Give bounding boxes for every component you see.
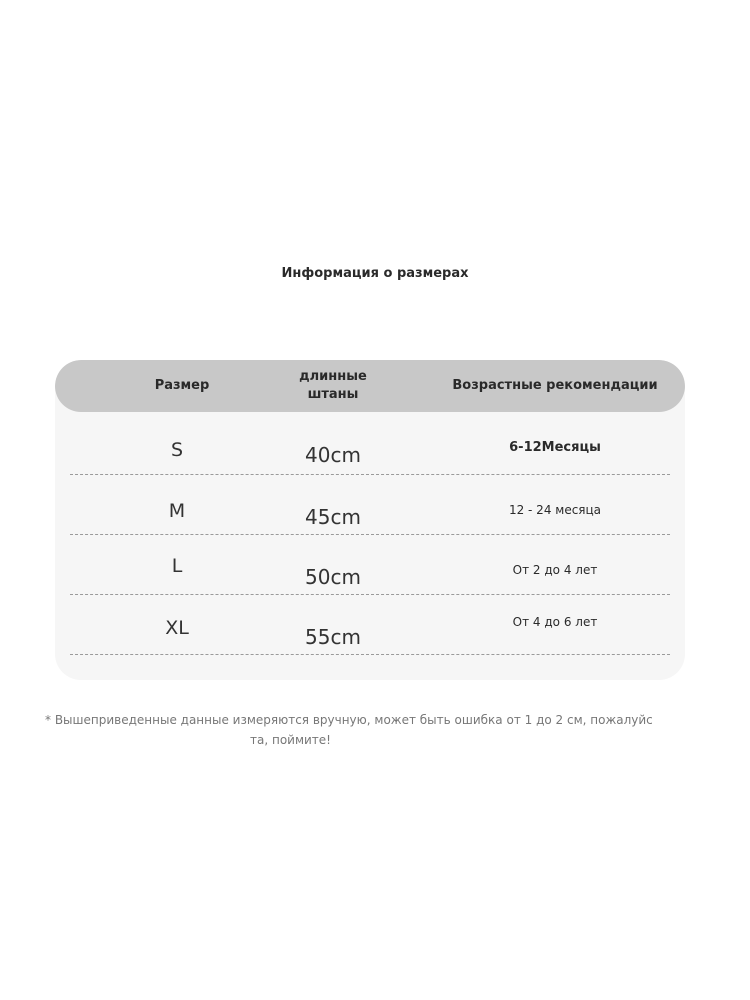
row-divider	[70, 654, 670, 655]
row-age: От 2 до 4 лет	[512, 563, 598, 577]
table-row	[55, 535, 685, 595]
header-size: Размер	[154, 378, 210, 393]
table-row	[55, 415, 685, 475]
row-size: S	[170, 439, 184, 461]
row-length: 40cm	[305, 443, 361, 467]
header-length: длинные штаны	[299, 369, 367, 402]
note-line-2: та, поймите!	[250, 733, 331, 747]
size-table	[55, 360, 685, 680]
row-size: L	[171, 555, 183, 577]
table-row	[55, 595, 685, 655]
row-age: 12 - 24 месяца	[508, 503, 602, 517]
row-length: 50cm	[305, 565, 361, 589]
row-size: XL	[165, 617, 189, 639]
table-row	[55, 475, 685, 535]
page-title: Информация о размерах	[281, 266, 469, 281]
row-length: 55cm	[305, 625, 361, 649]
note-line-1: * Вышеприведенные данные измеряются вручную, может быть ошибка от 1 до 2 см, пожалуйс	[45, 713, 653, 727]
row-size: M	[168, 500, 186, 522]
row-age: От 4 до 6 лет	[512, 615, 598, 629]
measurement-note	[45, 710, 705, 750]
row-age: 6-12Месяцы	[509, 440, 601, 455]
row-length: 45cm	[305, 505, 361, 529]
table-header	[55, 360, 685, 412]
header-age: Возрастные рекомендации	[452, 378, 658, 393]
